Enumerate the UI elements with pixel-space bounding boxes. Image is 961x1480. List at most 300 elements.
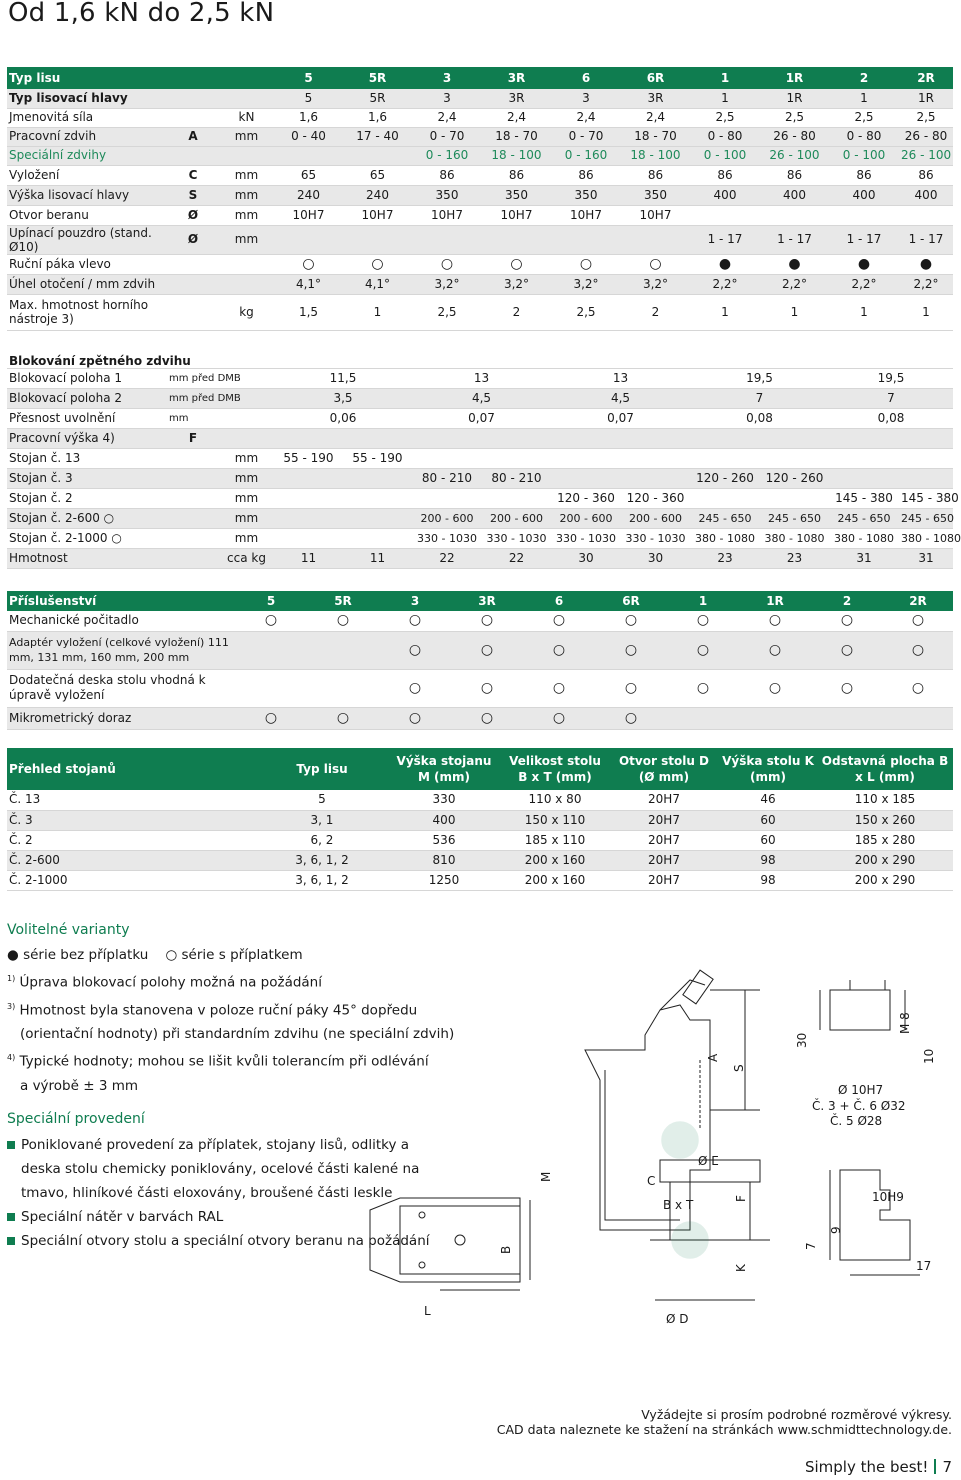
table-cell bbox=[760, 488, 829, 508]
dim-10h9: 10H9 bbox=[872, 1190, 904, 1204]
unit-cell: mm před DMB bbox=[167, 388, 274, 408]
table-cell: 11 bbox=[274, 548, 343, 568]
table-cell: 0 - 100 bbox=[829, 146, 899, 165]
table-row bbox=[7, 185, 953, 205]
header-cell: 3R bbox=[482, 67, 551, 89]
table-cell: S bbox=[167, 185, 219, 205]
note-1-text: Úprava blokovací polohy možná na požádání bbox=[19, 974, 322, 991]
table-cell: 86 bbox=[690, 165, 760, 185]
table-cell: 5 bbox=[257, 790, 387, 810]
unit-cell: mm před DMB bbox=[167, 368, 274, 388]
row-label: Typ lisovací hlavy bbox=[7, 89, 167, 108]
table-cell: A bbox=[167, 127, 219, 146]
row-label: Úhel otočení / mm zdvih bbox=[7, 274, 167, 294]
table-cell: ○ bbox=[811, 611, 883, 631]
header-cell: Velikost stolu B x T (mm) bbox=[501, 748, 609, 790]
row-label: Blokování zpětného zdvihu bbox=[7, 330, 953, 368]
table-cell: 380 - 1080 bbox=[690, 528, 760, 548]
table-cell: 86 bbox=[829, 165, 899, 185]
table-cell: 245 - 650 bbox=[899, 508, 953, 528]
table-cell: 240 bbox=[343, 185, 412, 205]
table-cell: ○ bbox=[883, 631, 953, 669]
table-cell: 0 - 40 bbox=[274, 127, 343, 146]
dim-M8: M 8 bbox=[898, 1012, 912, 1034]
table-cell: 200 - 600 bbox=[412, 508, 482, 528]
table-row bbox=[7, 294, 953, 330]
table-cell: ○ bbox=[379, 669, 451, 707]
table-cell: 0 - 80 bbox=[829, 127, 899, 146]
table-cell: ● bbox=[690, 254, 760, 274]
stands-table bbox=[7, 748, 953, 891]
table-cell: 1 bbox=[829, 89, 899, 108]
table-cell: 60 bbox=[719, 830, 817, 850]
header-cell: 5 bbox=[235, 591, 307, 611]
table-cell: 380 - 1080 bbox=[760, 528, 829, 548]
header-cell: 6 bbox=[551, 67, 621, 89]
table-cell: 31 bbox=[899, 548, 953, 568]
table-cell bbox=[883, 707, 953, 729]
table-cell: 185 x 110 bbox=[501, 830, 609, 850]
table-cell bbox=[667, 707, 739, 729]
special-item: Poniklované provedení za příplatek, stojany lisů, odlitky a deska stolu chemicky poniklovány, ocelové části kalené na tmavo, hliníkové části eloxovány, broušené části leskle bbox=[7, 1133, 447, 1205]
table-cell: ● bbox=[760, 254, 829, 274]
note-3-text: Hmotnost byla stanovena v poloze ruční páky 45° dopředu bbox=[19, 1002, 418, 1018]
table-cell: 200 x 290 bbox=[817, 870, 953, 890]
table-cell: 2,2° bbox=[899, 274, 953, 294]
table-cell: 120 - 360 bbox=[551, 488, 621, 508]
table-cell: ○ bbox=[523, 707, 595, 729]
row-label: Blokovací poloha 1 bbox=[7, 368, 167, 388]
table-cell: 2,5 bbox=[551, 294, 621, 330]
table-cell: mm bbox=[219, 488, 274, 508]
table-cell: 2,2° bbox=[690, 274, 760, 294]
table-cell: 26 - 100 bbox=[899, 146, 953, 165]
row-label: Č. 2-1000 bbox=[7, 870, 257, 890]
table-cell: 0,08 bbox=[690, 408, 829, 428]
table-cell: 1 bbox=[829, 294, 899, 330]
table-cell bbox=[551, 428, 621, 448]
brand-slogan: Simply the best! bbox=[804, 1458, 929, 1476]
page-number: 7 bbox=[942, 1458, 952, 1476]
table-cell: 400 bbox=[387, 810, 501, 830]
table-cell: 2,4 bbox=[551, 108, 621, 127]
header-cell: 6R bbox=[595, 591, 667, 611]
table-cell: 2,5 bbox=[690, 108, 760, 127]
table-cell: 86 bbox=[899, 165, 953, 185]
table-cell: kg bbox=[219, 294, 274, 330]
table-cell: 3 bbox=[551, 89, 621, 108]
table-cell: ○ bbox=[551, 254, 621, 274]
table-cell: 86 bbox=[760, 165, 829, 185]
table-cell: 330 - 1030 bbox=[412, 528, 482, 548]
table-cell: 2,5 bbox=[829, 108, 899, 127]
table-cell: 6, 2 bbox=[257, 830, 387, 850]
table-cell: 7 bbox=[690, 388, 829, 408]
note-3b: (orientační hodnoty) při standardním zdvihu (ne speciální zdvih) bbox=[20, 1026, 455, 1042]
table-cell bbox=[551, 468, 621, 488]
table-cell: 20H7 bbox=[609, 790, 719, 810]
table-cell bbox=[412, 428, 482, 448]
header-cell: 3R bbox=[451, 591, 523, 611]
table-row bbox=[7, 254, 953, 274]
table-cell bbox=[760, 428, 829, 448]
table-cell: 18 - 70 bbox=[482, 127, 551, 146]
table-cell: 86 bbox=[621, 165, 690, 185]
table-cell: 536 bbox=[387, 830, 501, 850]
table-row bbox=[7, 448, 953, 468]
table-cell: 10H7 bbox=[274, 205, 343, 225]
table-cell: 1,5 bbox=[274, 294, 343, 330]
table-cell: 0,08 bbox=[829, 408, 953, 428]
table-cell: ○ bbox=[811, 669, 883, 707]
table-cell: 330 - 1030 bbox=[621, 528, 690, 548]
header-cell: 2 bbox=[811, 591, 883, 611]
header-cell: 1 bbox=[690, 67, 760, 89]
table-cell: 13 bbox=[412, 368, 551, 388]
table-cell bbox=[219, 428, 274, 448]
table-cell: 330 - 1030 bbox=[482, 528, 551, 548]
table-cell: cca kg bbox=[219, 548, 274, 568]
header-cell: 2R bbox=[883, 591, 953, 611]
table-cell: mm bbox=[219, 528, 274, 548]
table-cell: 1 bbox=[343, 294, 412, 330]
table-cell bbox=[167, 528, 219, 548]
table-cell: 380 - 1080 bbox=[829, 528, 899, 548]
table-cell: 3,2° bbox=[412, 274, 482, 294]
table-cell: 4,1° bbox=[343, 274, 412, 294]
table-row bbox=[7, 408, 953, 428]
note-1-marker: 1) bbox=[7, 974, 16, 983]
table-cell bbox=[343, 468, 412, 488]
table-cell: ○ bbox=[883, 669, 953, 707]
table-row bbox=[7, 89, 953, 108]
header-cell: 6 bbox=[523, 591, 595, 611]
table-cell bbox=[829, 448, 899, 468]
table-cell bbox=[829, 468, 899, 488]
table-row bbox=[7, 631, 953, 669]
dim-F: F bbox=[734, 1195, 748, 1202]
table-cell: 4,5 bbox=[551, 388, 690, 408]
header-cell: 1R bbox=[760, 67, 829, 89]
dim-B: B bbox=[499, 1245, 513, 1254]
table-cell bbox=[274, 468, 343, 488]
footer-line-2: CAD data naleznete ke stažení na stránkách www.schmidttechnology.de. bbox=[496, 1422, 952, 1437]
dim-30: 30 bbox=[795, 1032, 809, 1048]
table-cell bbox=[551, 448, 621, 468]
table-cell: 98 bbox=[719, 870, 817, 890]
table-cell: 2 bbox=[482, 294, 551, 330]
table-cell: 23 bbox=[690, 548, 760, 568]
table-cell: 20H7 bbox=[609, 870, 719, 890]
header-cell: Příslušenství bbox=[7, 591, 235, 611]
table-cell: ○ bbox=[451, 707, 523, 729]
table-cell: 18 - 100 bbox=[621, 146, 690, 165]
table-cell: 26 - 80 bbox=[760, 127, 829, 146]
table-cell bbox=[167, 274, 219, 294]
table-cell: 400 bbox=[899, 185, 953, 205]
table-cell: 18 - 70 bbox=[621, 127, 690, 146]
table-cell: 350 bbox=[551, 185, 621, 205]
table-cell: 0,07 bbox=[551, 408, 690, 428]
table-cell bbox=[307, 631, 379, 669]
table-cell: 1 - 17 bbox=[829, 225, 899, 254]
header-cell: 1 bbox=[667, 591, 739, 611]
table-cell: ○ bbox=[595, 611, 667, 631]
dim-K: K bbox=[734, 1264, 748, 1272]
table-cell: ○ bbox=[379, 611, 451, 631]
table-cell: 200 - 600 bbox=[621, 508, 690, 528]
table-row bbox=[7, 548, 953, 568]
table-cell: 3, 1 bbox=[257, 810, 387, 830]
dim-M: M bbox=[539, 1171, 553, 1182]
row-label: Stojan č. 13 bbox=[7, 448, 167, 468]
table-cell bbox=[167, 488, 219, 508]
table-cell: ○ bbox=[621, 254, 690, 274]
table-cell: 150 x 260 bbox=[817, 810, 953, 830]
table-cell: ○ bbox=[307, 707, 379, 729]
table-cell: 3,2° bbox=[482, 274, 551, 294]
row-label: Vyložení bbox=[7, 165, 167, 185]
table-row bbox=[7, 508, 953, 528]
table-cell: 240 bbox=[274, 185, 343, 205]
table-cell: mm bbox=[219, 448, 274, 468]
table-cell: ○ bbox=[595, 631, 667, 669]
table-cell: mm bbox=[219, 185, 274, 205]
row-label: Stojan č. 2-600 ○ bbox=[7, 508, 167, 528]
table-cell bbox=[482, 448, 551, 468]
table-cell bbox=[274, 508, 343, 528]
table-cell: 98 bbox=[719, 850, 817, 870]
table-cell: ○ bbox=[412, 254, 482, 274]
row-label: Stojan č. 3 bbox=[7, 468, 167, 488]
table-cell bbox=[167, 448, 219, 468]
table-cell: 2,5 bbox=[412, 294, 482, 330]
table-row bbox=[7, 165, 953, 185]
table-cell: ○ bbox=[595, 707, 667, 729]
table-cell: ○ bbox=[739, 611, 811, 631]
row-label: Pracovní zdvih bbox=[7, 127, 167, 146]
table-header-row bbox=[7, 748, 953, 790]
table-header-row bbox=[7, 591, 953, 611]
table-cell: 245 - 650 bbox=[760, 508, 829, 528]
table-cell bbox=[274, 528, 343, 548]
table-cell: ○ bbox=[523, 669, 595, 707]
header-cell: Otvor stolu D (Ø mm) bbox=[609, 748, 719, 790]
table-cell: Ø bbox=[167, 205, 219, 225]
table-cell bbox=[412, 488, 482, 508]
unit-cell: mm bbox=[167, 408, 274, 428]
table-cell bbox=[343, 225, 412, 254]
note-4b: a výrobě ± 3 mm bbox=[20, 1077, 139, 1094]
dim-OD: Ø D bbox=[666, 1312, 689, 1326]
table-cell: 20H7 bbox=[609, 850, 719, 870]
table-cell: 46 bbox=[719, 790, 817, 810]
table-cell: 200 x 160 bbox=[501, 870, 609, 890]
table-cell: C bbox=[167, 165, 219, 185]
table-cell bbox=[811, 707, 883, 729]
table-cell: Ø bbox=[167, 225, 219, 254]
table-cell: 86 bbox=[412, 165, 482, 185]
table-row bbox=[7, 870, 953, 890]
table-cell bbox=[551, 225, 621, 254]
table-cell bbox=[219, 274, 274, 294]
table-cell: 0,07 bbox=[412, 408, 551, 428]
table-cell bbox=[412, 448, 482, 468]
dim-BxT: B x T bbox=[663, 1198, 694, 1212]
table-cell: ○ bbox=[307, 611, 379, 631]
table-cell: 350 bbox=[482, 185, 551, 205]
row-label: Výška lisovací hlavy bbox=[7, 185, 167, 205]
header-cell: 3 bbox=[379, 591, 451, 611]
table-row bbox=[7, 274, 953, 294]
header-cell: 5R bbox=[307, 591, 379, 611]
table-cell bbox=[829, 428, 899, 448]
table-cell: 11 bbox=[343, 548, 412, 568]
variants-line: ● série bez příplatku ○ série s příplatkem bbox=[7, 947, 303, 963]
dim-L: L bbox=[424, 1304, 431, 1318]
table-cell: 3,2° bbox=[551, 274, 621, 294]
table-cell bbox=[760, 205, 829, 225]
table-cell bbox=[167, 108, 219, 127]
table-cell: ● bbox=[899, 254, 953, 274]
table-cell bbox=[167, 254, 219, 274]
table-row bbox=[7, 528, 953, 548]
table-cell: 3,5 bbox=[274, 388, 412, 408]
table-cell: 200 x 160 bbox=[501, 850, 609, 870]
row-label: Upínací pouzdro (stand. Ø10) bbox=[7, 225, 167, 254]
table-cell: 200 x 290 bbox=[817, 850, 953, 870]
table-row bbox=[7, 810, 953, 830]
table-cell: 0 - 160 bbox=[551, 146, 621, 165]
table-cell bbox=[482, 225, 551, 254]
table-cell bbox=[219, 146, 274, 165]
table-cell: 55 - 190 bbox=[343, 448, 412, 468]
header-cell: 3 bbox=[412, 67, 482, 89]
header-cell: Výška stolu K (mm) bbox=[719, 748, 817, 790]
table-cell: ○ bbox=[523, 611, 595, 631]
footer-note bbox=[497, 1407, 952, 1437]
table-cell: 1 bbox=[690, 294, 760, 330]
row-label: Č. 13 bbox=[7, 790, 257, 810]
header-cell: 6R bbox=[621, 67, 690, 89]
table-cell: 4,1° bbox=[274, 274, 343, 294]
table-cell: 120 - 260 bbox=[760, 468, 829, 488]
page-title: Od 1,6 kN do 2,5 kN bbox=[8, 0, 275, 28]
table-cell: 185 x 280 bbox=[817, 830, 953, 850]
table-cell: 120 - 260 bbox=[690, 468, 760, 488]
table-cell: 2,4 bbox=[621, 108, 690, 127]
table-row bbox=[7, 330, 953, 368]
dim-OE: Ø E bbox=[698, 1154, 719, 1168]
table-cell: 1 - 17 bbox=[899, 225, 953, 254]
table-cell: 11,5 bbox=[274, 368, 412, 388]
header-cell: Odstavná plocha B x L (mm) bbox=[817, 748, 953, 790]
row-label: Č. 3 bbox=[7, 810, 257, 830]
header-cell: Typ lisu bbox=[7, 67, 274, 89]
table-cell: ○ bbox=[451, 611, 523, 631]
brand-footer bbox=[805, 1458, 952, 1476]
header-cell: 5R bbox=[343, 67, 412, 89]
dim-A: A bbox=[706, 1053, 720, 1062]
special-item: Speciální nátěr v barvách RAL bbox=[7, 1205, 447, 1229]
table-cell: 110 x 185 bbox=[817, 790, 953, 810]
table-cell: ○ bbox=[667, 611, 739, 631]
row-label: Stojan č. 2-1000 ○ bbox=[7, 528, 167, 548]
table-cell bbox=[899, 428, 953, 448]
table-cell: 810 bbox=[387, 850, 501, 870]
dim-c3c6: Č. 3 + Č. 6 Ø32 bbox=[812, 1099, 906, 1113]
table-cell: 400 bbox=[690, 185, 760, 205]
table-cell: ○ bbox=[343, 254, 412, 274]
table-cell: 19,5 bbox=[690, 368, 829, 388]
table-cell: 1 - 17 bbox=[760, 225, 829, 254]
table-row bbox=[7, 468, 953, 488]
table-cell: 17 - 40 bbox=[343, 127, 412, 146]
table-cell: 2,5 bbox=[899, 108, 953, 127]
table-cell bbox=[760, 448, 829, 468]
table-cell bbox=[167, 548, 219, 568]
header-cell: Přehled stojanů bbox=[7, 748, 257, 790]
row-label: Adaptér vyložení (celkové vyložení) 111 mm, 131 mm, 160 mm, 200 mm bbox=[7, 631, 235, 669]
table-cell bbox=[274, 146, 343, 165]
header-cell: Typ lisu bbox=[257, 748, 387, 790]
header-cell: 2R bbox=[899, 67, 953, 89]
header-cell: Výška stojanu M (mm) bbox=[387, 748, 501, 790]
row-label: Č. 2 bbox=[7, 830, 257, 850]
table-cell: ○ bbox=[883, 611, 953, 631]
table-cell: 3, 6, 1, 2 bbox=[257, 850, 387, 870]
table-cell: 120 - 360 bbox=[621, 488, 690, 508]
header-cell: 5 bbox=[274, 67, 343, 89]
table-cell: 20H7 bbox=[609, 830, 719, 850]
table-cell: 20H7 bbox=[609, 810, 719, 830]
table-cell: 400 bbox=[760, 185, 829, 205]
table-cell: 1,6 bbox=[343, 108, 412, 127]
table-cell bbox=[343, 488, 412, 508]
table-cell: 3,2° bbox=[621, 274, 690, 294]
table-cell: 23 bbox=[760, 548, 829, 568]
table-row bbox=[7, 225, 953, 254]
table-cell: 80 - 210 bbox=[412, 468, 482, 488]
table-cell bbox=[829, 205, 899, 225]
table-cell bbox=[690, 428, 760, 448]
table-row bbox=[7, 669, 953, 707]
table-cell: 4,5 bbox=[412, 388, 551, 408]
table-cell: 0 - 70 bbox=[412, 127, 482, 146]
table-cell: 86 bbox=[551, 165, 621, 185]
table-cell: 330 - 1030 bbox=[551, 528, 621, 548]
table-cell: ○ bbox=[379, 707, 451, 729]
special-item: Speciální otvory stolu a speciální otvory beranu na požádání bbox=[7, 1229, 447, 1253]
row-label: Mikrometrický doraz bbox=[7, 707, 235, 729]
table-cell: 86 bbox=[482, 165, 551, 185]
row-label: Dodatečná deska stolu vhodná k úpravě vyložení bbox=[7, 669, 235, 707]
table-cell: 1250 bbox=[387, 870, 501, 890]
table-cell bbox=[621, 468, 690, 488]
table-cell bbox=[899, 205, 953, 225]
table-row bbox=[7, 146, 953, 165]
table-cell bbox=[899, 468, 953, 488]
table-cell: 22 bbox=[482, 548, 551, 568]
table-row bbox=[7, 850, 953, 870]
table-cell: 18 - 100 bbox=[482, 146, 551, 165]
table-cell: 31 bbox=[829, 548, 899, 568]
table-cell bbox=[899, 448, 953, 468]
table-cell: 13 bbox=[551, 368, 690, 388]
table-cell bbox=[307, 669, 379, 707]
table-cell: 145 - 380 bbox=[829, 488, 899, 508]
table-cell: 1 bbox=[899, 294, 953, 330]
